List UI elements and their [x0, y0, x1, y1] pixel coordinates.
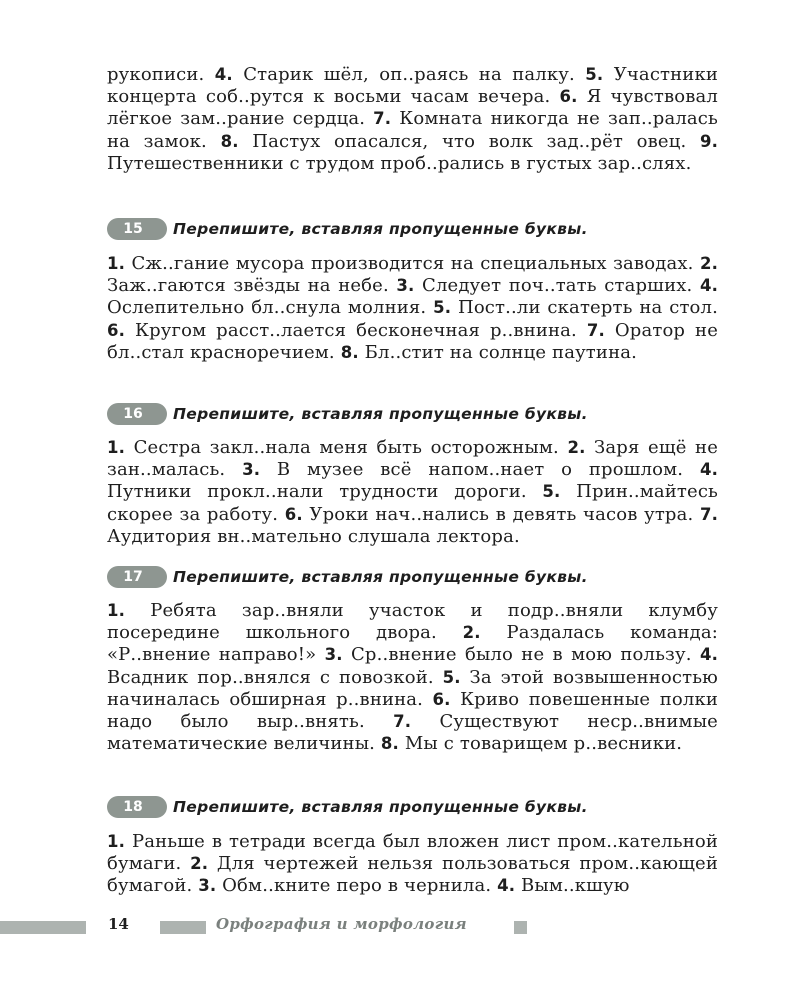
- sentence-number: 5.: [585, 65, 604, 84]
- sentence-number: 6.: [284, 504, 303, 524]
- sentence-number: 2.: [567, 438, 586, 457]
- sentence-text: Заря ещё не зан..малась.: [107, 437, 718, 481]
- sentence-text: Следует поч..тать старших.: [414, 275, 700, 297]
- sentence-number: 6.: [432, 689, 451, 709]
- sentence-text: Сестра закл..нала меня быть осторожным.: [125, 437, 568, 458]
- sentence-number: 7.: [586, 320, 605, 340]
- sentence-number: 3.: [198, 876, 217, 896]
- sentence-text: Участники концерта соб..рутся к восьми часам вечера.: [107, 64, 718, 108]
- sentence-text: Аудитория вн..мательно слушала лектора.: [107, 525, 520, 547]
- page-number: 14: [108, 915, 129, 933]
- task-number-badge: 16: [107, 403, 167, 425]
- task-number-badge: 18: [107, 796, 167, 818]
- task-number-badge: 15: [107, 218, 167, 240]
- sentence-text: Старик шёл, оп..раясь на палку.: [232, 64, 586, 85]
- task-instruction: Перепишите, вставляя пропущенные буквы.: [173, 405, 588, 423]
- sentence-number: 2.: [699, 254, 718, 273]
- sentence-number: 4.: [699, 460, 718, 480]
- continuation-text: рукописи.: [107, 64, 215, 85]
- task-15-header: [107, 218, 588, 240]
- task-17-text: [107, 600, 718, 755]
- sentence-number: 7.: [393, 712, 412, 732]
- sentence-number: 7.: [699, 504, 719, 524]
- footer-bar-right: [514, 921, 527, 934]
- sentence-number: 1.: [107, 254, 126, 273]
- continuation-paragraph: [107, 64, 718, 175]
- sentence-text: Для чертежей нельзя пользоваться пром..кающей бумагой.: [107, 853, 718, 897]
- sentence-number: 9.: [699, 131, 719, 151]
- task-15-text: [107, 253, 718, 364]
- sentence-text: Путешественники с трудом проб..рались в густых зар..слях.: [107, 152, 692, 174]
- section-title: Орфография и морфология: [216, 915, 467, 933]
- sentence-number: 5.: [542, 482, 561, 502]
- footer-bar-left: [0, 921, 86, 934]
- sentence-number: 4.: [699, 276, 718, 296]
- sentence-number: 3.: [396, 276, 415, 296]
- sentence-text: Мы с товарищем р..весники.: [398, 733, 683, 755]
- sentence-text: За этой возвышенностью начиналась обширная р..внина.: [107, 666, 718, 710]
- sentence-text: В музее всё напом..нает о прошлом.: [260, 459, 700, 481]
- sentence-text: Прин..майтесь скорее за работу.: [107, 481, 718, 525]
- task-number-badge: 17: [107, 566, 167, 588]
- task-17-header: [107, 566, 588, 588]
- sentence-text: Криво повешенные полки надо было выр..внять.: [107, 688, 718, 733]
- sentence-text: Оратор не бл..стал красноречием.: [107, 319, 719, 363]
- sentence-number: 4.: [497, 876, 516, 896]
- sentence-number: 5.: [442, 667, 461, 687]
- task-instruction: Перепишите, вставляя пропущенные буквы.: [173, 568, 588, 586]
- sentence-text: Раздалась команда: «Р..внение направо!»: [107, 622, 719, 666]
- sentence-text: Сж..гание мусора производится на специальных заводах.: [125, 253, 700, 274]
- sentence-text: Заж..гаются звёзды на небе.: [107, 275, 397, 297]
- footer-bar-middle: [160, 921, 206, 934]
- sentence-number: 8.: [220, 131, 239, 151]
- sentence-text: Всадник пор..внялся с повозкой.: [107, 666, 443, 688]
- sentence-text: Вым..кшую: [515, 875, 630, 897]
- sentence-number: 7.: [373, 109, 392, 129]
- task-16-header: [107, 403, 588, 425]
- sentence-text: Путники прокл..нали трудности дороги.: [107, 481, 543, 503]
- sentence-text: Ослепительно бл..снула молния.: [107, 297, 434, 319]
- sentence-number: 1.: [107, 832, 126, 851]
- task-16-text: [107, 437, 718, 548]
- sentence-number: 1.: [107, 438, 126, 457]
- sentence-text: Раньше в тетради всегда был вложен лист пром..кательной бумаги.: [107, 831, 718, 875]
- task-18-header: [107, 796, 588, 818]
- sentence-number: 4.: [699, 645, 718, 665]
- sentence-text: Пастух опасался, что волк зад..рёт овец.: [238, 130, 700, 152]
- sentence-number: 4.: [214, 65, 233, 84]
- sentence-number: 6.: [559, 87, 578, 107]
- sentence-number: 2.: [462, 623, 481, 643]
- sentence-text: Бл..стит на солнце паутина.: [358, 341, 637, 363]
- sentence-text: Обм..кните перо в чернила.: [216, 875, 498, 897]
- sentence-text: Комната никогда не зап..ралась на замок.: [107, 108, 718, 152]
- sentence-number: 5.: [433, 298, 452, 318]
- sentence-text: Пост..ли скатерть на стол.: [451, 297, 718, 319]
- task-instruction: Перепишите, вставляя пропущенные буквы.: [173, 798, 588, 816]
- sentence-number: 6.: [107, 320, 126, 340]
- sentence-text: Я чувствовал лёгкое зам..рание сердца.: [107, 86, 718, 130]
- sentence-number: 1.: [107, 601, 126, 620]
- task-instruction: Перепишите, вставляя пропущенные буквы.: [173, 220, 588, 238]
- sentence-number: 2.: [190, 854, 209, 874]
- sentence-number: 8.: [380, 734, 399, 754]
- task-18-text: [107, 831, 718, 898]
- sentence-text: Существуют неср..внимые математические величины.: [107, 711, 718, 755]
- sentence-number: 3.: [242, 460, 261, 480]
- sentence-number: 8.: [340, 342, 359, 362]
- sentence-text: Уроки нач..нались в девять часов утра.: [302, 503, 700, 525]
- sentence-text: Ребята зар..вняли участок и подр..вняли клумбу посередине школьного двора.: [107, 600, 718, 644]
- sentence-text: Кругом расст..лается бесконечная р..внина.: [125, 319, 587, 341]
- sentence-text: Ср..внение было не в мою пользу.: [342, 644, 700, 666]
- sentence-number: 3.: [324, 645, 343, 665]
